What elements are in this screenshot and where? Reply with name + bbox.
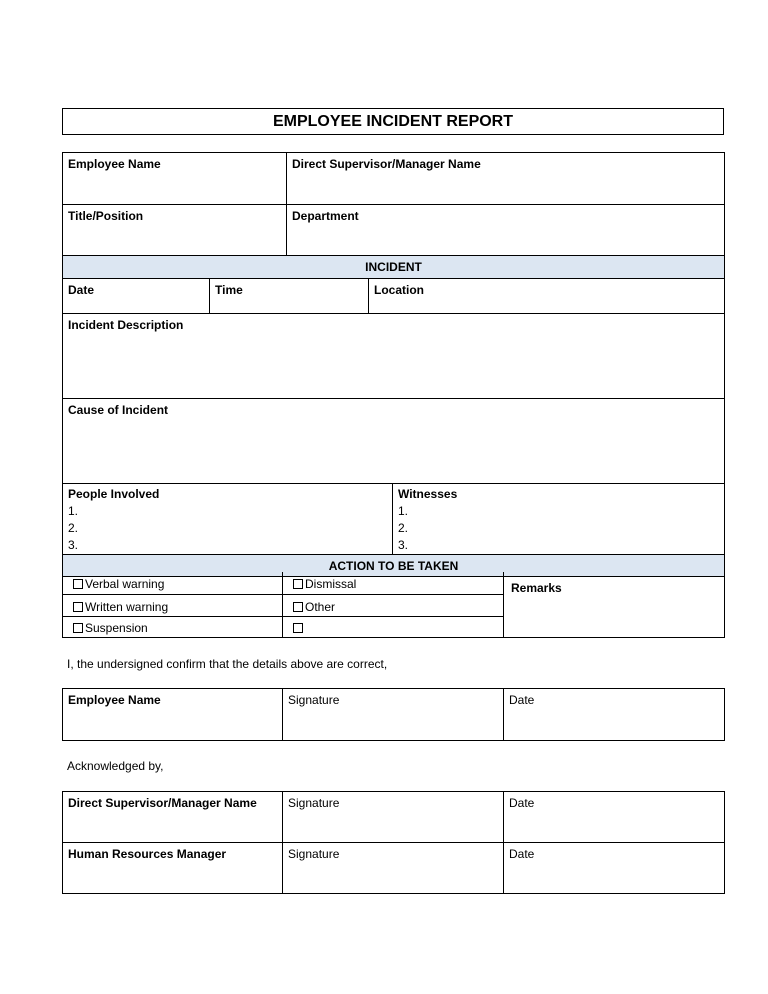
people-involved-field[interactable] [63, 484, 393, 555]
title-position-label: Title/Position [68, 209, 144, 223]
supervisor-signature-label: Signature [288, 796, 340, 810]
cause-of-incident-field[interactable] [63, 399, 725, 484]
blank-option[interactable] [283, 616, 504, 637]
people-involved-label: People Involved [68, 487, 160, 501]
hr-signature-label: Signature [288, 847, 340, 861]
suspension-label: Suspension [85, 621, 148, 635]
dismissal-checkbox[interactable] [293, 579, 303, 589]
written-warning-label: Written warning [85, 599, 169, 614]
incident-header: INCIDENT [63, 256, 725, 279]
hr-manager-name-label: Human Resources Manager [68, 847, 227, 861]
people-involved-2: 2. [68, 521, 79, 535]
confirm-statement: I, the undersigned confirm that the details above are correct, [67, 657, 388, 671]
other-label: Other [305, 599, 336, 614]
people-involved-1: 1. [68, 504, 79, 518]
supervisor-name-label: Direct Supervisor/Manager Name [292, 157, 481, 171]
incident-date-field[interactable] [63, 279, 210, 314]
verbal-warning-label: Verbal warning [85, 577, 165, 592]
witness-1: 1. [398, 504, 409, 518]
hr-sign-date-label: Date [509, 847, 535, 861]
verbal-warning-checkbox[interactable] [73, 579, 83, 589]
incident-date-label: Date [68, 283, 95, 297]
employee-sign-name-label: Employee Name [68, 693, 161, 707]
witnesses-label: Witnesses [398, 487, 458, 501]
incident-location-field[interactable] [369, 279, 725, 314]
incident-time-field[interactable] [210, 279, 369, 314]
incident-form-table [62, 152, 725, 577]
employee-signature-label: Signature [288, 693, 340, 707]
action-header: ACTION TO BE TAKEN [63, 555, 725, 577]
dismissal-label: Dismissal [305, 577, 357, 592]
suspension-checkbox[interactable] [73, 623, 83, 633]
title-position-field[interactable] [63, 205, 287, 256]
acknowledged-statement: Acknowledged by, [67, 759, 164, 773]
suspension-option[interactable] [63, 616, 283, 637]
supervisor-sign-date-label: Date [509, 796, 535, 810]
supervisor-sign-name-field[interactable] [63, 792, 283, 843]
department-field[interactable] [287, 205, 725, 256]
employee-sign-name-field[interactable] [63, 689, 283, 741]
blank-checkbox[interactable] [293, 623, 303, 633]
acknowledgement-table [62, 791, 725, 894]
employee-name-label: Employee Name [68, 157, 161, 171]
incident-location-label: Location [374, 283, 424, 297]
incident-description-label: Incident Description [68, 318, 184, 332]
remarks-label: Remarks [511, 581, 562, 595]
dismissal-option[interactable] [283, 572, 504, 594]
supervisor-signature-field[interactable] [283, 792, 504, 843]
report-title: EMPLOYEE INCIDENT REPORT [62, 108, 724, 135]
people-involved-3: 3. [68, 538, 79, 552]
employee-name-field[interactable] [63, 153, 287, 205]
written-warning-option[interactable] [63, 594, 283, 616]
supervisor-name-field[interactable] [287, 153, 725, 205]
hr-manager-name-field[interactable] [63, 843, 283, 894]
witnesses-field[interactable] [393, 484, 725, 555]
other-checkbox[interactable] [293, 602, 303, 612]
verbal-warning-option[interactable] [63, 572, 283, 594]
employee-sign-date-field[interactable] [504, 689, 725, 741]
employee-sign-date-label: Date [509, 693, 535, 707]
supervisor-sign-name-label: Direct Supervisor/Manager Name [68, 796, 257, 810]
department-label: Department [292, 209, 359, 223]
witness-2: 2. [398, 521, 409, 535]
hr-sign-date-field[interactable] [504, 843, 725, 894]
incident-time-label: Time [215, 283, 243, 297]
cause-of-incident-label: Cause of Incident [68, 403, 169, 417]
witness-3: 3. [398, 538, 409, 552]
remarks-field[interactable] [504, 572, 725, 637]
other-option[interactable] [283, 594, 504, 616]
supervisor-sign-date-field[interactable] [504, 792, 725, 843]
action-table [62, 572, 725, 638]
hr-signature-field[interactable] [283, 843, 504, 894]
incident-description-field[interactable] [63, 314, 725, 399]
employee-signature-table [62, 688, 725, 741]
employee-signature-field[interactable] [283, 689, 504, 741]
written-warning-checkbox[interactable] [73, 602, 83, 612]
